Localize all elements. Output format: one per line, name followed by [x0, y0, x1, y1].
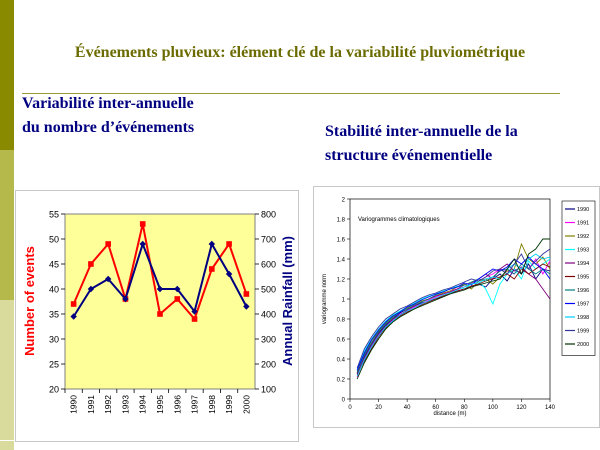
- events-point-marker: [71, 301, 77, 307]
- variogram-legend-label: 1996: [577, 288, 590, 295]
- events-right-tick-label: 700: [261, 234, 277, 245]
- events-right-tick-label: 300: [261, 334, 277, 345]
- variogram-legend-label: 1998: [577, 315, 590, 322]
- variogram-y-tick-label: 0.6: [336, 337, 345, 344]
- events-right-tick-label: 800: [261, 209, 277, 220]
- variogram-plot-area: [350, 199, 550, 399]
- events-left-tick-label: 20: [48, 384, 59, 395]
- left-subtitle: Variabilité inter-annuelle du nombre d’événements: [22, 95, 195, 136]
- events-left-tick-label: 50: [48, 234, 59, 245]
- events-point-marker: [157, 311, 163, 317]
- events-x-tick-label: 1995: [155, 395, 165, 414]
- variogram-y-tick-label: 2: [341, 197, 345, 204]
- sidebar-stripe: [0, 0, 14, 450]
- events-point-marker: [244, 291, 250, 297]
- variogram-chart-title: Variogrammes climatologiques: [358, 217, 440, 223]
- events-x-tick-label: 1998: [206, 395, 217, 414]
- right-subtitle: Stabilité inter-annuelle de la structure événementielle: [325, 123, 518, 164]
- events-left-tick-label: 25: [48, 359, 59, 370]
- events-point-marker: [140, 221, 146, 227]
- events-x-tick-label: 1996: [172, 395, 183, 414]
- events-x-tick-label: 1993: [120, 395, 131, 414]
- variogram-legend-label: 1992: [577, 234, 590, 241]
- events-left-tick-label: 55: [48, 209, 59, 220]
- variogram-legend-label: 1994: [577, 261, 590, 268]
- variogram-x-tick-label: 20: [375, 405, 382, 411]
- events-right-tick-label: 500: [261, 284, 277, 295]
- events-right-axis-label: Annual Rainfall (mm): [280, 235, 295, 367]
- events-x-tick-label: 1997: [189, 395, 200, 414]
- events-left-tick-label: 40: [48, 284, 59, 295]
- variogram-legend-label: 1991: [577, 220, 590, 227]
- variogram-legend-label: 2000: [577, 342, 590, 349]
- variogram-x-tick-label: 40: [403, 405, 411, 411]
- events-x-tick-label: 1990: [68, 395, 79, 414]
- sidebar-segment-low: [0, 300, 14, 450]
- variogram-y-tick-label: 1: [341, 297, 345, 304]
- events-x-tick-label: 1994: [137, 395, 148, 414]
- events-point-marker: [105, 241, 111, 247]
- events-x-tick-label: 2000: [241, 395, 252, 414]
- variogram-x-tick-label: 120: [516, 405, 527, 411]
- events-x-tick-label: 1992: [103, 395, 114, 414]
- variogram-x-tick-label: 60: [432, 405, 440, 411]
- events-right-tick-label: 400: [261, 309, 277, 320]
- variogram-y-tick-label: 0.8: [336, 317, 345, 324]
- events-point-marker: [209, 266, 215, 272]
- variogram-legend: [562, 201, 595, 356]
- events-x-tick-label: 1991: [85, 395, 96, 414]
- variogram-y-axis-label: variogramme norm: [322, 273, 328, 325]
- events-point-marker: [88, 261, 94, 267]
- variogram-y-tick-label: 1.6: [336, 237, 345, 244]
- variogram-y-tick-label: 1.8: [336, 217, 345, 224]
- events-point-marker: [174, 296, 180, 302]
- events-left-tick-label: 45: [48, 259, 59, 270]
- variogram-legend-label: 1993: [577, 247, 590, 254]
- variogram-x-axis-label: distance (m): [433, 411, 467, 417]
- events-left-axis-label: Number of events: [22, 246, 37, 356]
- variogram-legend-label: 1999: [577, 328, 590, 335]
- events-plot-area: [65, 214, 255, 389]
- variogram-y-tick-label: 0.4: [336, 357, 345, 364]
- events-rainfall-svg: [16, 191, 298, 441]
- variogram-legend-label: 1997: [577, 301, 590, 308]
- events-right-tick-label: 100: [261, 384, 277, 395]
- variogram-y-tick-label: 0.2: [336, 377, 345, 384]
- variogram-y-tick-label: 1.4: [336, 257, 345, 264]
- events-right-tick-label: 600: [261, 259, 277, 270]
- events-rainfall-chart: [15, 190, 299, 442]
- variogram-y-tick-label: 0: [341, 397, 345, 404]
- variogram-x-tick-label: 0: [348, 405, 352, 411]
- variogram-chart: [313, 186, 600, 428]
- variogram-y-tick-label: 1.2: [336, 277, 345, 284]
- events-x-tick-label: 1999: [224, 395, 235, 414]
- sidebar-segment-top: [0, 0, 14, 150]
- sidebar-segment-mid: [0, 150, 14, 300]
- page-title: Événements pluvieux: élément clé de la variabilité pluviométrique: [74, 44, 526, 61]
- events-left-tick-label: 35: [48, 309, 59, 320]
- variogram-x-tick-label: 100: [487, 405, 498, 411]
- bottom-rule: [0, 440, 14, 441]
- events-point-marker: [192, 316, 198, 322]
- events-right-tick-label: 200: [261, 359, 277, 370]
- variogram-x-tick-label: 80: [460, 405, 468, 411]
- events-left-tick-label: 30: [48, 334, 59, 345]
- events-point-marker: [226, 241, 232, 247]
- variogram-svg: [314, 187, 599, 427]
- variogram-legend-label: 1995: [577, 274, 590, 281]
- variogram-legend-label: 1990: [577, 207, 590, 214]
- variogram-x-tick-label: 140: [544, 405, 556, 411]
